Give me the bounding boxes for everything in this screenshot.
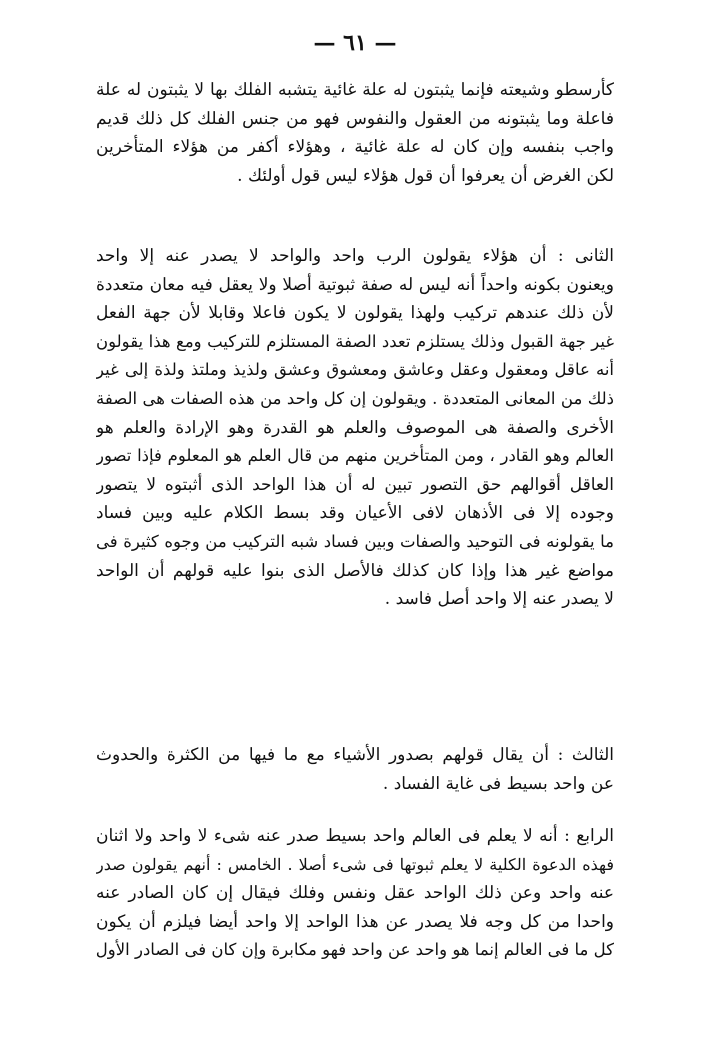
- text-line: ما يقولونه فى التوحيد والصفات وبين فساد شبه التركيب من وجوه كثيرة فى: [96, 531, 614, 551]
- text-line: لأن ذلك عندهم تركيب ولهذا يقولون لا يكون فاعلا وقابلا لأن جهة الفعل: [96, 303, 614, 324]
- text-line: عنه واحد وعن ذلك الواحد عقل ونفس وفلك فيقال إن كان الصادر عنه: [96, 883, 614, 904]
- text-line: الرابع : أنه لا يعلم فى العالم واحد بسيط صدر عنه شىء لا واحد ولا اثنان: [96, 826, 614, 846]
- text-line: مواضع غير هذا وإذا كان كذلك فالأصل الذى بنوا عليه قولهم أن الواحد: [96, 560, 614, 581]
- text-line: العاقل أقوالهم حق التصور تبين له أن هذا الواحد الذى أثبتوه لا يتصور: [96, 474, 614, 495]
- text-line: الثالث : أن يقال قولهم بصدور الأشياء مع ما فيها من الكثرة والحدوث: [96, 745, 614, 765]
- text-line: لا يصدر عنه إلا واحد أصل فاسد .: [384, 589, 614, 610]
- text-line: كل ما فى العالم إنما هو واحد عن واحد فهو مكابرة وإن كان فى الصادر الأول: [96, 940, 614, 960]
- text-line: واحدا من كل وجه فلا يصدر عن هذا الواحد إلا واحد أيضا فيلزم أن يكون: [96, 911, 614, 932]
- text-line: فاعلة وما يثبتونه من العقول والنفوس فهو من جنس الفلك كل ذلك قديم: [96, 108, 614, 129]
- paragraph-4: [96, 822, 614, 965]
- text-line: فهذه الدعوة الكلية لا يعلم ثبوتها فى شىء أصلا . الخامس : أنهم يقولون صدر: [96, 854, 614, 874]
- paragraph-1: [96, 76, 614, 190]
- text-line: الأخرى والصفة هى الموصوف والعلم هو القدرة وهو الإرادة والعلم هو: [96, 417, 614, 438]
- text-line: الثانى : أن هؤلاء يقولون الرب واحد والواحد لا يصدر عنه إلا واحد: [96, 246, 614, 266]
- text-line: العالم وهو القادر ، ومن المتأخرين منهم من قال العلم هو المعلوم فإذا تصور: [96, 446, 614, 466]
- paragraph-2: [96, 242, 614, 614]
- text-line: ذلك من المعانى المتعددة . ويقولون إن كل واحد من هذه الصفات هى الصفة: [96, 388, 614, 408]
- paragraph-3: [96, 741, 614, 798]
- text-line: غير جهة القبول وذلك يستلزم تعدد الصفة المستلزم للتركيب ومع هذا يقولون: [96, 331, 614, 351]
- text-line: كأرسطو وشيعته فإنما يثبتون له علة غائية يتشبه الفلك بها لا يثبتون له علة: [96, 80, 614, 100]
- page-number: — ٦١ —: [313, 30, 397, 56]
- text-line: وجوده إلا فى الأذهان لافى الأعيان وقد بسط الكلام عليه وبين فساد: [96, 503, 614, 524]
- text-line: لكن الغرض أن يعرفوا أن قول هؤلاء ليس قول أولئك .: [237, 165, 614, 186]
- text-line: ويعنون بكونه واحداً أنه ليس له صفة ثبوتية أصلا ولا يعقل فيه معان متعددة: [96, 274, 614, 295]
- text-line: أنه عاقل ومعقول وعقل وعاشق ومعشوق وعشق ولذيذ وملتذ ولذة إلى غير: [96, 360, 614, 380]
- text-line: واجب بنفسه وإن كان له علة غائية ، وهؤلاء أكفر من هؤلاء المتأخرين: [96, 137, 614, 158]
- text-line: عن واحد بسيط فى غاية الفساد .: [382, 773, 614, 794]
